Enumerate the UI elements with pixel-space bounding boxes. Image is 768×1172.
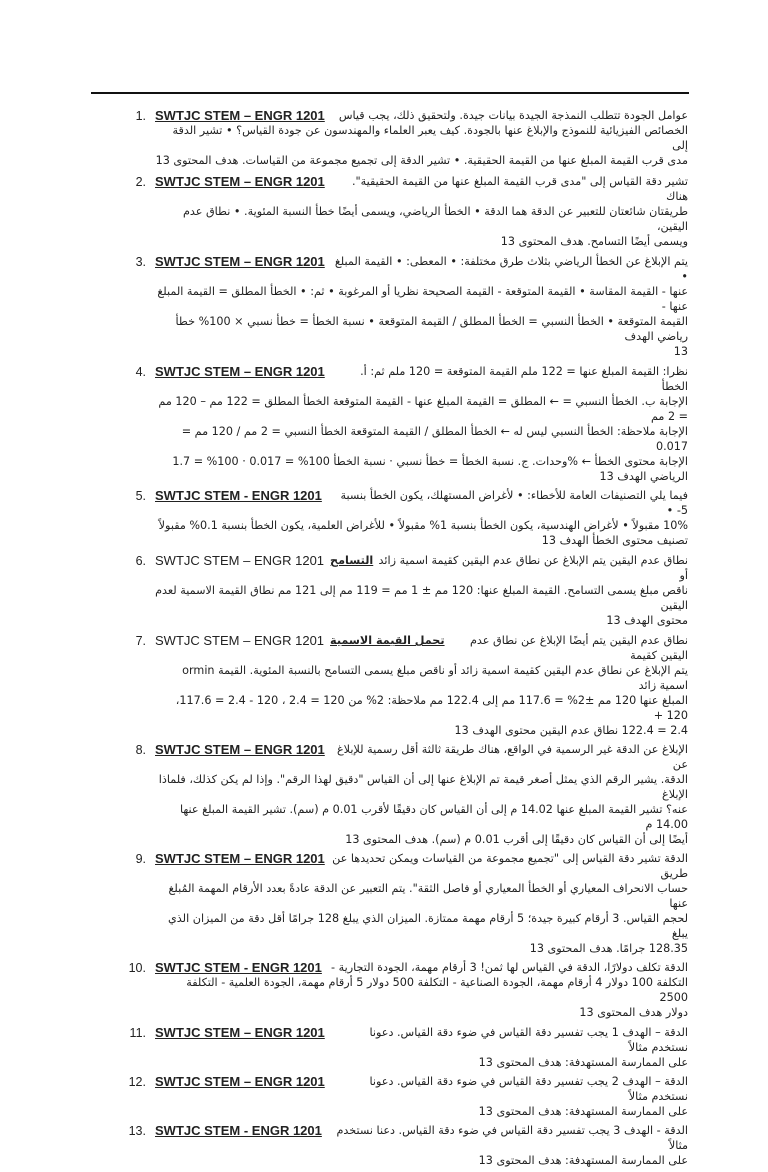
list-item [128,108,688,168]
item-body [155,553,688,628]
item-text: الدقة - الهدف 3 يجب تفسير دقة القياس في ضوء دقة القياس. دعنا نستخدم مثالاً [336,1124,688,1152]
slide-list [128,108,688,1172]
item-text-line: ناقص مبلغ يسمى التسامح. القيمة المبلغ عنها: 120 مم ± 1 مم = 119 مم إلى 121 مم نطاق القيمة الاسمية لعدم اليقين [155,584,688,612]
item-text-line: طريقتان شائعتان للتعبير عن الدقة هما الدقة • الخطأ الرياضي، ويسمى أيضًا خطأ النسبة المئوية. • نطاق عدم اليقين، [182,205,688,233]
item-text-line: حساب الانحراف المعياري أو الخطأ المعياري أو فاصل الثقة". يتم التعبير عن الدقة عادةً بعدد الأرقام المهمة المُبلغ عنها [168,882,688,910]
course-code: SWTJC STEM – ENGR 1201 [155,254,325,269]
course-code: SWTJC STEM – ENGR 1201 [155,553,325,568]
item-text-line: دولار هدف المحتوى 13 [579,1006,688,1019]
item-body [155,851,688,956]
item-prefix-label: تحمل القيمة الاسمية [330,634,445,647]
item-body [155,1074,688,1119]
item-text: عوامل الجودة تتطلب النمذجة الجيدة بيانات جيدة. ولتحقيق ذلك، يجب قياس [338,109,688,122]
item-text: يتم الإبلاغ عن الخطأ الرياضي بثلاث طرق مختلفة: • المعطى: • القيمة المبلغ • [334,255,688,283]
item-text: فيما يلي التصنيفات العامة للأخطاء: • لأغراض المستهلك، يكون الخطأ بنسبة 5- • [340,489,688,517]
list-item [128,254,688,359]
item-first-line [155,254,688,284]
item-number: 12. [128,1075,146,1089]
item-number: 7. [135,634,146,648]
item-number: 5. [135,489,146,503]
item-text: الدقة تكلف دولارًا، الدقة في القياس لها ثمن! 3 أرقام مهمة، الجودة التجارية - [331,961,688,974]
course-code: SWTJC STEM – ENGR 1201 [155,742,325,757]
item-body [155,960,688,1020]
item-body [155,254,688,359]
item-text-line: القيمة المتوقعة • الخطأ النسبي = الخطأ المطلق / القيمة المتوقعة • نسبة الخطأ = خطأ نسبي × 100% خطأ رياضي الهدف [175,315,688,343]
item-body [155,633,688,738]
item-text-line: 128.35 جرامًا. هدف المحتوى 13 [529,942,688,955]
item-number: 11. [129,1026,146,1040]
item-text-line: الدقة. يشير الرقم الذي يمثل أصغر قيمة تم الإبلاغ عنها إلى أن القياس "دقيق لهذا الرقم". وإذا لم يكن كذلك، فلماذا الإبلاغ [158,773,688,801]
item-text-line: عنها - القيمة المقاسة • القيمة المتوقعة - القيمة الصحيحة نظريا أو المرغوبة • ثم: • الخطأ المطلق = القيمة المبلغ عنها - [157,285,688,313]
item-first-line [155,960,688,975]
list-item [128,488,688,548]
item-text: تشير دقة القياس إلى "مدى قرب القيمة المبلغ عنها من القيمة الحقيقية". هناك [351,175,688,203]
item-text-line: الإجابة ب. الخطأ النسبي = ← المطلق = القيمة المبلغ عنها - القيمة المتوقعة الخطأ المطلق = 122 مم – 120 مم = 2 مم [158,395,688,423]
item-number: 3. [135,255,146,269]
course-code: SWTJC STEM – ENGR 1201 [155,108,325,123]
item-text-line: الإجابة محتوى الخطأ ← %وحدات. ج. نسبة الخطأ = خطأ نسبي · نسبة الخطأ 100% = 0.017 · 100% = 1.7 [172,455,688,468]
course-code: SWTJC STEM – ENGR 1201 [155,364,325,379]
item-body [155,488,688,548]
item-text: الدقة – الهدف 1 يجب تفسير دقة القياس في ضوء دقة القياس. دعونا نستخدم مثالاً [369,1026,688,1054]
item-prefix-label: التسامح [330,554,374,567]
item-text-line: مدى قرب القيمة المبلغ عنها من القيمة الحقيقية. • تشير الدقة إلى تجميع مجموعة من القياسات. هدف المحتوى 13 [155,154,688,167]
list-item [128,553,688,628]
course-code: SWTJC STEM – ENGR 1201 [155,633,325,648]
item-number: 8. [135,743,146,757]
item-body [155,1025,688,1070]
list-item [128,960,688,1020]
course-code: SWTJC STEM – ENGR 1201 [155,1025,325,1040]
item-text: الدقة تشير دقة القياس إلى "تجميع مجموعة من القياسات ويمكن تحديدها عن طريق [332,852,688,880]
item-text-line: أيضًا إلى أن القياس كان دقيقًا إلى أقرب 0.01 م (سم). هدف المحتوى 13 [345,833,688,846]
item-text: نظرا: القيمة المبلغ عنها = 122 ملم القيمة المتوقعة = 120 ملم ثم: أ. الخطأ [360,365,688,393]
item-number: 1. [135,109,146,123]
list-item [128,851,688,956]
item-text-line: المبلغ عنها 120 مم ±2% = 117.6 مم إلى 122.4 مم ملاحظة: 2% من 120 = 2.4 ، 120 - 2.4 = 117.6، 120 + [175,694,688,722]
item-first-line [155,1074,688,1104]
item-first-line [155,108,688,123]
item-text-line: على الممارسة المستهدفة: هدف المحتوى 13 [478,1154,688,1167]
list-item [128,1025,688,1070]
item-first-line [155,1025,688,1055]
item-number: 4. [135,365,146,379]
list-item [128,742,688,847]
item-number: 6. [135,554,146,568]
item-number: 10. [128,961,146,975]
item-text-line: الرياضي الهدف 13 [599,470,688,483]
item-body [155,742,688,847]
item-text-line: الخصائص الفيزيائية للنموذج والإبلاغ عنها بالجودة. كيف يعبر العلماء والمهندسون عن جودة القياس؟ • تشير الدقة إلى [172,124,688,152]
item-text-line: 10% مقبولاً • لأغراض الهندسية، يكون الخطأ بنسبة 1% مقبولاً • للأغراض العلمية، يكون الخطأ بنسبة 0.1% مقبولاً [158,519,688,532]
item-first-line [155,174,688,204]
item-text-line: محتوى الهدف 13 [606,614,688,627]
item-number: 9. [135,852,146,866]
course-code: SWTJC STEM - ENGR 1201 [155,960,322,975]
item-first-line [155,488,688,518]
list-item [128,633,688,738]
item-text-line: ويسمى أيضًا التسامح. هدف المحتوى 13 [500,235,688,248]
list-item [128,1123,688,1168]
item-text-line: لحجم القياس. 3 أرقام كبيرة جيدة؛ 5 أرقام مهمة ممتازة. الميزان الذي يبلغ 128 جرامًا أقل دقة من الميزان الذي يبلغ [168,912,688,940]
item-body [155,364,688,484]
item-text-line: التكلفة 100 دولار 4 أرقام مهمة، الجودة الصناعية - التكلفة 500 دولار 5 أرقام مهمة، الجودة العلمية - التكلفة 2500 [186,976,688,1004]
item-text-line: 13 [673,345,688,358]
item-text: نطاق عدم اليقين يتم الإبلاغ عن نطاق عدم اليقين كقيمة اسمية زائد أو [378,554,688,582]
item-body [155,174,688,249]
item-first-line [155,851,688,881]
item-text-line: الإجابة ملاحظة: الخطأ النسبي ليس له ← الخطأ المطلق / القيمة المتوقعة الخطأ النسبي = 2 مم / 120 مم = 0.017 [181,425,688,453]
item-first-line [155,364,688,394]
item-text-line: على الممارسة المستهدفة: هدف المحتوى 13 [478,1105,688,1118]
course-code: SWTJC STEM – ENGR 1201 [155,1074,325,1089]
list-item [128,364,688,484]
item-body [155,108,688,168]
course-code: SWTJC STEM - ENGR 1201 [155,488,322,503]
course-code: SWTJC STEM – ENGR 1201 [155,174,325,189]
item-first-line [155,1123,688,1153]
item-text-line: يتم الإبلاغ عن نطاق عدم اليقين كقيمة اسمية زائد أو ناقص مبلغ يسمى التسامح بالنسبة المئوية. القيمة ormin اسمية زائد [182,664,688,692]
item-text: نطاق عدم اليقين يتم أيضًا الإبلاغ عن نطاق عدم اليقين كقيمة [469,634,688,662]
item-text-line: عنه؟ تشير القيمة المبلغ عنها 14.02 م إلى أن القياس كان دقيقًا لأقرب 0.01 م (سم). تشير القيمة المبلغ عنها 14.00 م [179,803,688,831]
item-text-line: 2.4 = 122.4 نطاق عدم اليقين محتوى الهدف 13 [454,724,688,737]
item-first-line [155,742,688,772]
item-number: 2. [135,175,146,189]
item-text: الدقة – الهدف 2 يجب تفسير دقة القياس في ضوء دقة القياس. دعونا نستخدم مثالاً [369,1075,688,1103]
item-number: 13. [128,1124,146,1138]
header-rule [91,92,689,94]
item-body [155,1123,688,1168]
item-text: الإبلاغ عن الدقة غير الرسمية في الواقع، هناك طريقة ثالثة أقل رسمية للإبلاغ عن [336,743,688,771]
item-text-line: على الممارسة المستهدفة: هدف المحتوى 13 [478,1056,688,1069]
list-item [128,1074,688,1119]
course-code: SWTJC STEM – ENGR 1201 [155,851,325,866]
item-text-line: تصنيف محتوى الخطأ الهدف 13 [541,534,688,547]
list-item [128,174,688,249]
course-code: SWTJC STEM - ENGR 1201 [155,1123,322,1138]
item-first-line [155,633,688,663]
item-first-line [155,553,688,583]
